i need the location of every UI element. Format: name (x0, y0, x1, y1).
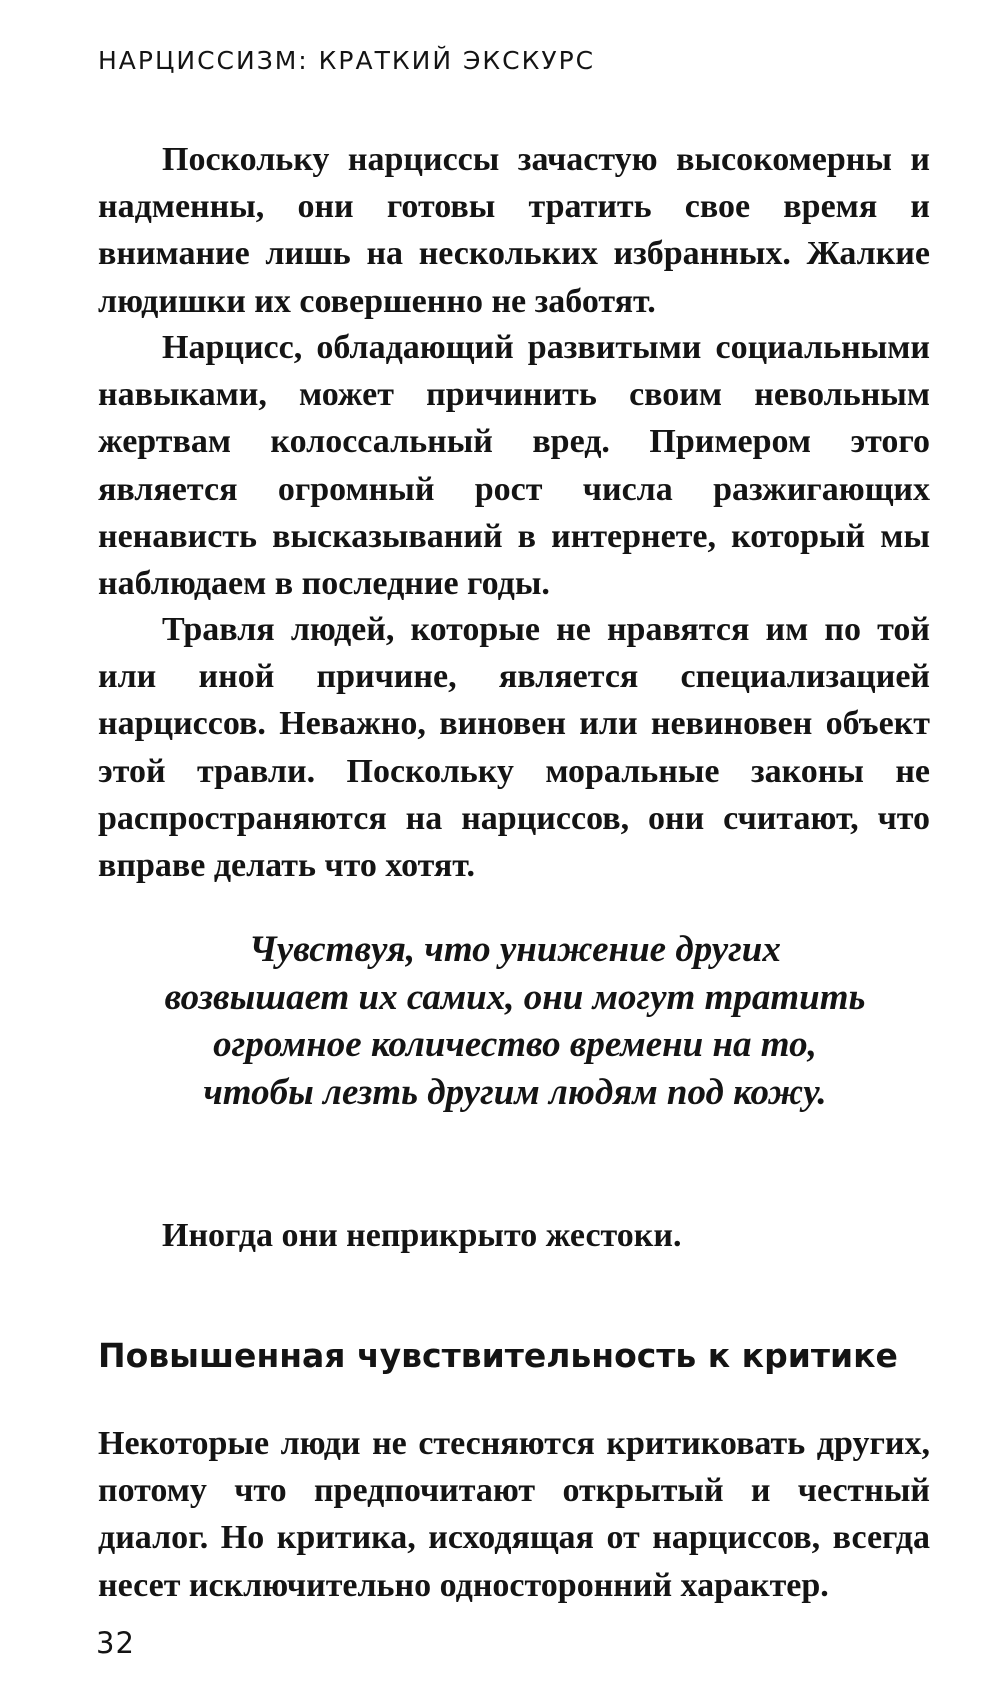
paragraph-3: Травля людей, которые не нравятся им по той или иной причине, является специализацией нарциссов. Неважно, виновен или невиновен объект этой травли. Поскольку моральные законы не распространяются на нарциссов, они считают, что вправе делать что хотят. (98, 611, 930, 885)
running-head: НАРЦИССИЗМ: КРАТКИЙ ЭКСКУРС (98, 46, 596, 75)
paragraph-2: Нарцисс, обладающий развитыми социальными навыками, может причинить своим невольным жертвам колоссальный вред. Примером этого является огромный рост числа разжигающих ненависть высказываний в интернете, который мы наблюдаем в последние годы. (98, 329, 930, 603)
section-paragraph: Некоторые люди не стесняются критиковать других, потому что предпочитают открытый и честный диалог. Но критика, исходящая от нарциссов, всегда несет исключительно односторонний характер. (98, 1425, 930, 1604)
pull-quote: Чувствуя, что унижение других возвышает их самих, они могут тратить огромное количество времени на то, чтобы лезть другим людям под кожу. (164, 929, 866, 1113)
paragraph-1: Поскольку нарциссы зачастую высокомерны и надменны, они готовы тратить свое время и внимание лишь на нескольких избранных. Жалкие людишки их совершенно не заботят. (98, 141, 930, 320)
page-number: 32 (96, 1626, 135, 1660)
section-heading: Повышенная чувствительность к критике (98, 1336, 898, 1375)
paragraph-after-quote: Иногда они неприкрыто жестоки. (162, 1217, 682, 1254)
